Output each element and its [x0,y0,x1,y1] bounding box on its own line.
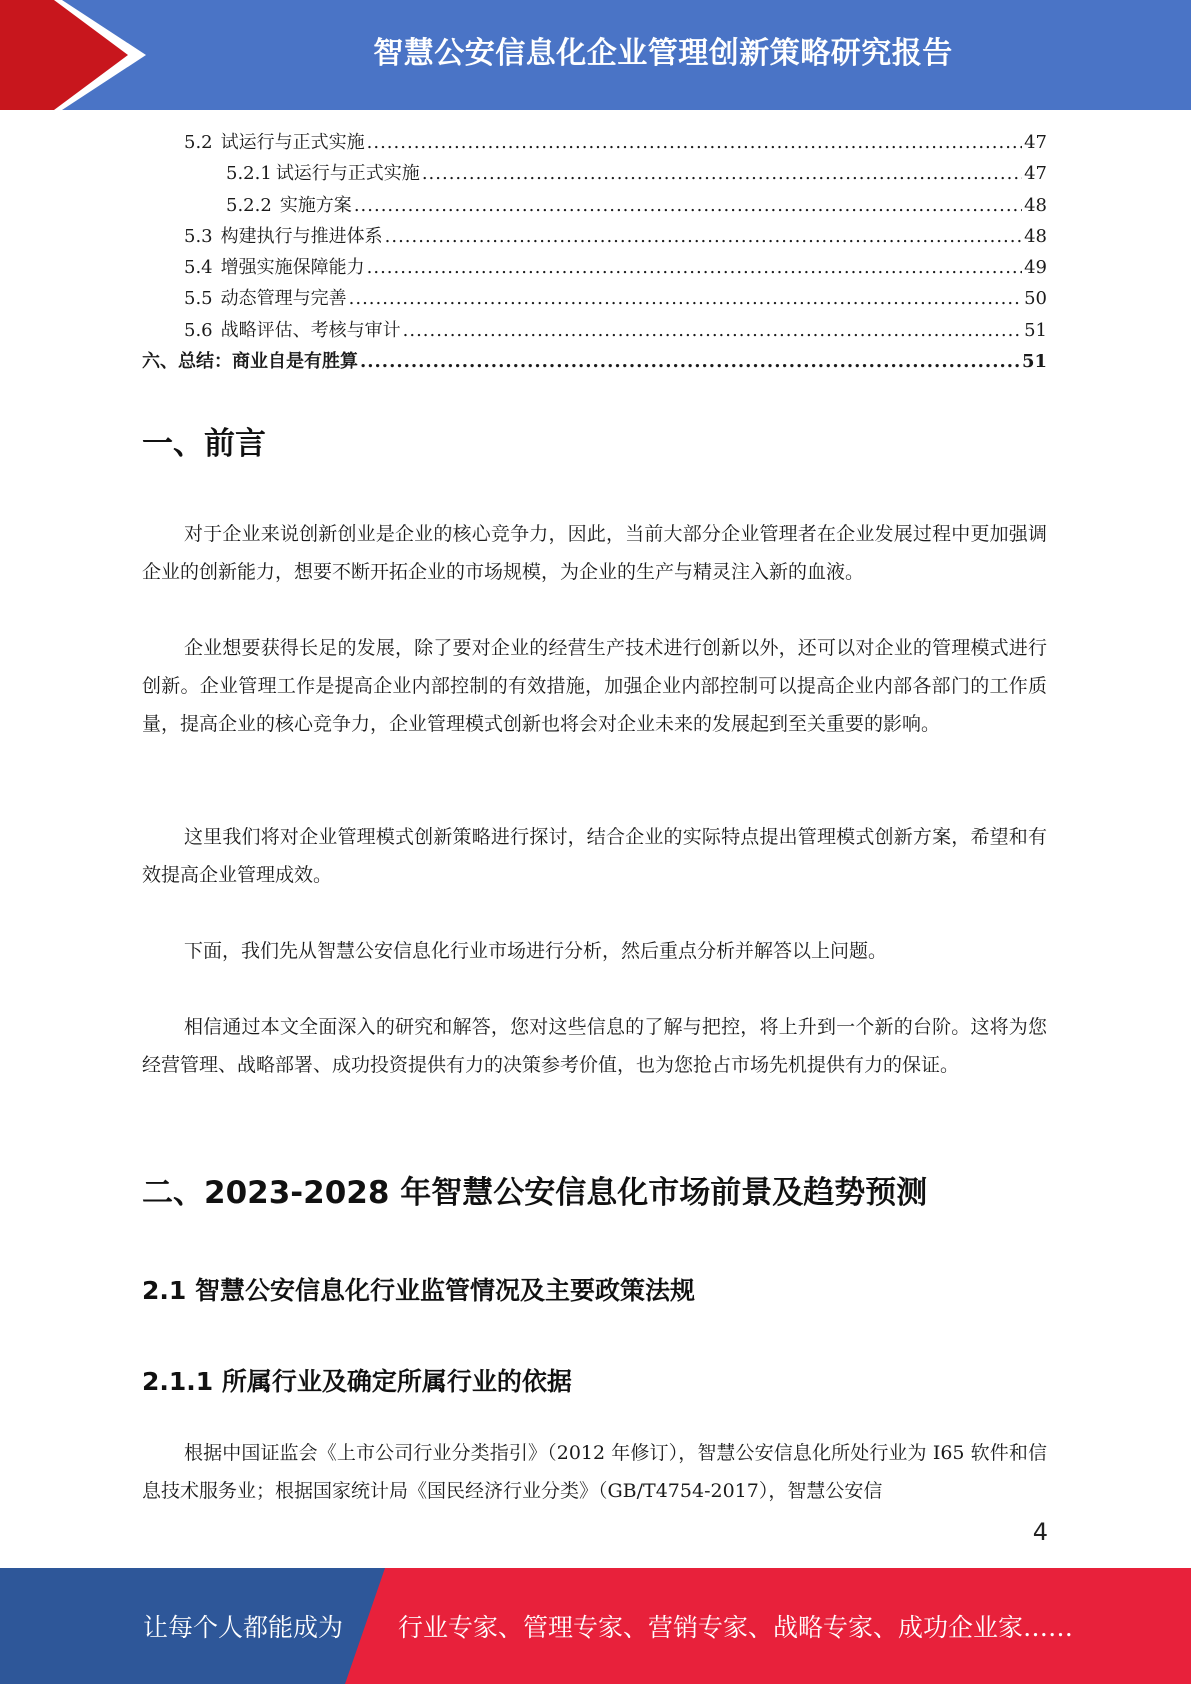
page-footer [0,1568,1191,1684]
body-paragraph: 企业想要获得长足的发展，除了要对企业的经营生产技术进行创新以外，还可以对企业的管理模式进行创新。企业管理工作是提高企业内部控制的有效措施，加强企业内部控制可以提高企业内部各部门的工作质量，提高企业的核心竞争力，企业管理模式创新也将会对企业未来的发展起到至关重要的影响。 [142,637,1047,735]
toc-entry[interactable] [142,347,1047,378]
footer-slogan-right: 行业专家、管理专家、营销专家、战略专家、成功企业家…… [398,1613,1074,1642]
toc-page-number: 48 [1024,194,1047,216]
toc-number: 5.5 [184,288,213,310]
toc-leader-dots [422,163,1022,184]
toc-leader-dots [354,195,1022,216]
toc-entry[interactable] [142,222,1047,253]
toc-page-number: 47 [1024,163,1047,185]
toc-page-number: 50 [1024,288,1047,310]
page-header [0,0,1191,110]
body-paragraph: 这里我们将对企业管理模式创新策略进行探讨，结合企业的实际特点提出管理模式创新方案，希望和有效提高企业管理成效。 [142,826,1047,886]
toc-leader-dots [349,288,1022,309]
body-paragraph: 下面，我们先从智慧公安信息化行业市场进行分析，然后重点分析并解答以上问题。 [184,940,888,962]
toc-title: 实施方案 [279,194,352,216]
toc-entry[interactable] [142,284,1047,315]
subsection-heading: 2.1.1 所属行业及确定所属行业的依据 [142,1367,572,1396]
body-paragraph: 相信通过本文全面深入的研究和解答，您对这些信息的了解与把控，将上升到一个新的台阶。这将为您经营管理、战略部署、成功投资提供有力的决策参考价值，也为您抢占市场先机提供有力的保证。 [142,1016,1047,1076]
toc-title: 六、总结：商业自是有胜算 [142,351,358,373]
toc-entry[interactable] [142,128,1047,159]
toc-leader-dots [360,351,1020,372]
subsection-heading: 2.1 智慧公安信息化行业监管情况及主要政策法规 [142,1276,695,1305]
toc-number: 5.4 [184,257,213,279]
toc-page-number: 47 [1024,132,1047,153]
toc-number: 5.2.1 [226,163,272,185]
toc-entry[interactable] [142,191,1047,222]
toc-entry[interactable] [142,316,1047,347]
toc-page-number: 51 [1024,319,1047,341]
toc-entry[interactable] [142,253,1047,284]
toc-page-number: 51 [1021,351,1047,373]
toc-title: 动态管理与完善 [220,288,347,310]
toc-leader-dots [385,226,1022,247]
toc-leader-dots [403,320,1022,341]
toc-title: 试运行与正式实施 [275,163,420,185]
footer-slogan-left: 让每个人都能成为 [143,1613,344,1642]
toc-leader-dots [367,257,1022,278]
toc-number: 5.2 [184,132,213,153]
toc-number: 5.6 [184,319,213,341]
toc-entry[interactable] [142,159,1047,190]
section-heading-market: 二、2023-2028 年智慧公安信息化市场前景及趋势预测 [142,1175,928,1211]
toc-title: 增强实施保障能力 [220,257,365,279]
table-of-contents [142,128,1047,378]
page-number: 4 [1032,1518,1048,1546]
toc-title: 试运行与正式实施 [220,132,365,153]
body-paragraph: 对于企业来说创新创业是企业的核心竞争力，因此，当前大部分企业管理者在企业发展过程中更加强调企业的创新能力，想要不断开拓企业的市场规模，为企业的生产与精灵注入新的血液。 [142,523,1047,583]
toc-number: 5.2.2 [226,194,272,216]
toc-page-number: 48 [1024,225,1047,247]
report-title: 智慧公安信息化企业管理创新策略研究报告 [373,36,953,71]
toc-leader-dots [367,132,1022,153]
toc-title: 战略评估、考核与审计 [220,319,401,341]
section-heading-preface: 一、前言 [142,426,266,462]
body-paragraph: 根据中国证监会《上市公司行业分类指引》（2012 年修订），智慧公安信息化所处行业为 I65 软件和信息技术服务业；根据国家统计局《国民经济行业分类》（GB/T4754-2017），智慧公安信 [142,1442,1047,1502]
toc-number: 5.3 [184,225,213,247]
toc-page-number: 49 [1024,257,1047,279]
toc-title: 构建执行与推进体系 [220,225,383,247]
